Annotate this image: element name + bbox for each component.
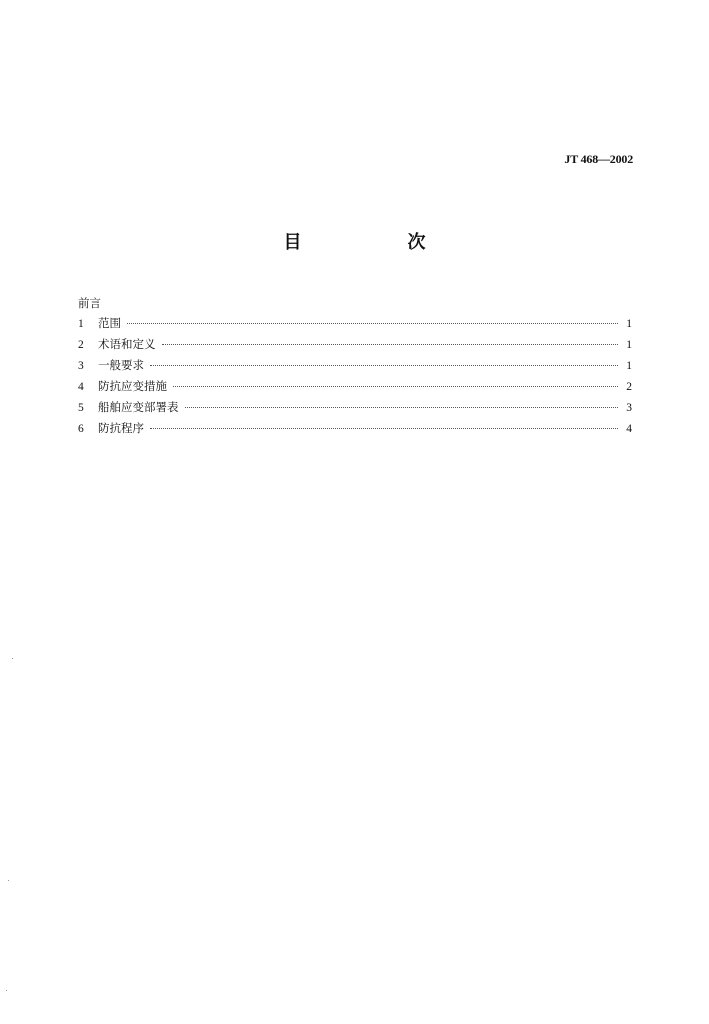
- page-title: 目 次: [283, 232, 470, 253]
- toc-entry-label: 防抗应变措施: [98, 379, 167, 393]
- table-of-contents: [78, 294, 632, 439]
- dot-leader: [127, 322, 618, 324]
- toc-entry-number: 6: [78, 423, 84, 435]
- toc-entry-2[interactable]: [78, 334, 632, 355]
- toc-entry-number: 3: [78, 360, 84, 372]
- toc-entry-label: 范围: [98, 316, 121, 330]
- dot-leader: [185, 406, 619, 408]
- toc-entry-page: 3: [626, 402, 632, 414]
- scan-speck: [12, 658, 13, 659]
- toc-entry-page: 4: [626, 423, 632, 435]
- toc-entry-page: 1: [626, 339, 632, 351]
- toc-entry-page: 1: [626, 360, 632, 372]
- toc-entry-label: 防抗程序: [98, 421, 144, 435]
- toc-entry-4[interactable]: [78, 376, 632, 397]
- dot-leader: [150, 427, 618, 429]
- toc-entry-3[interactable]: [78, 355, 632, 376]
- toc-entry-6[interactable]: [78, 418, 632, 439]
- toc-entry-5[interactable]: [78, 397, 632, 418]
- toc-entry-label: 船舶应变部署表: [98, 400, 179, 414]
- toc-entry-number: 2: [78, 339, 84, 351]
- toc-entry-page: 1: [626, 318, 632, 330]
- toc-entry-number: 4: [78, 381, 84, 393]
- scan-speck: [6, 990, 7, 991]
- standard-number: JT 468—2002: [564, 152, 633, 166]
- toc-entry-number: 5: [78, 402, 84, 414]
- dot-leader: [162, 343, 619, 345]
- toc-entry-label: 一般要求: [98, 358, 144, 372]
- dot-leader: [173, 385, 618, 387]
- scan-speck: [8, 880, 9, 881]
- dot-leader: [150, 364, 618, 366]
- toc-entry-1[interactable]: [78, 313, 632, 334]
- toc-entry-page: 2: [626, 381, 632, 393]
- toc-entry-label: 术语和定义: [98, 337, 156, 351]
- toc-entry-number: 1: [78, 318, 84, 330]
- toc-preface-link[interactable]: 前言: [78, 296, 101, 310]
